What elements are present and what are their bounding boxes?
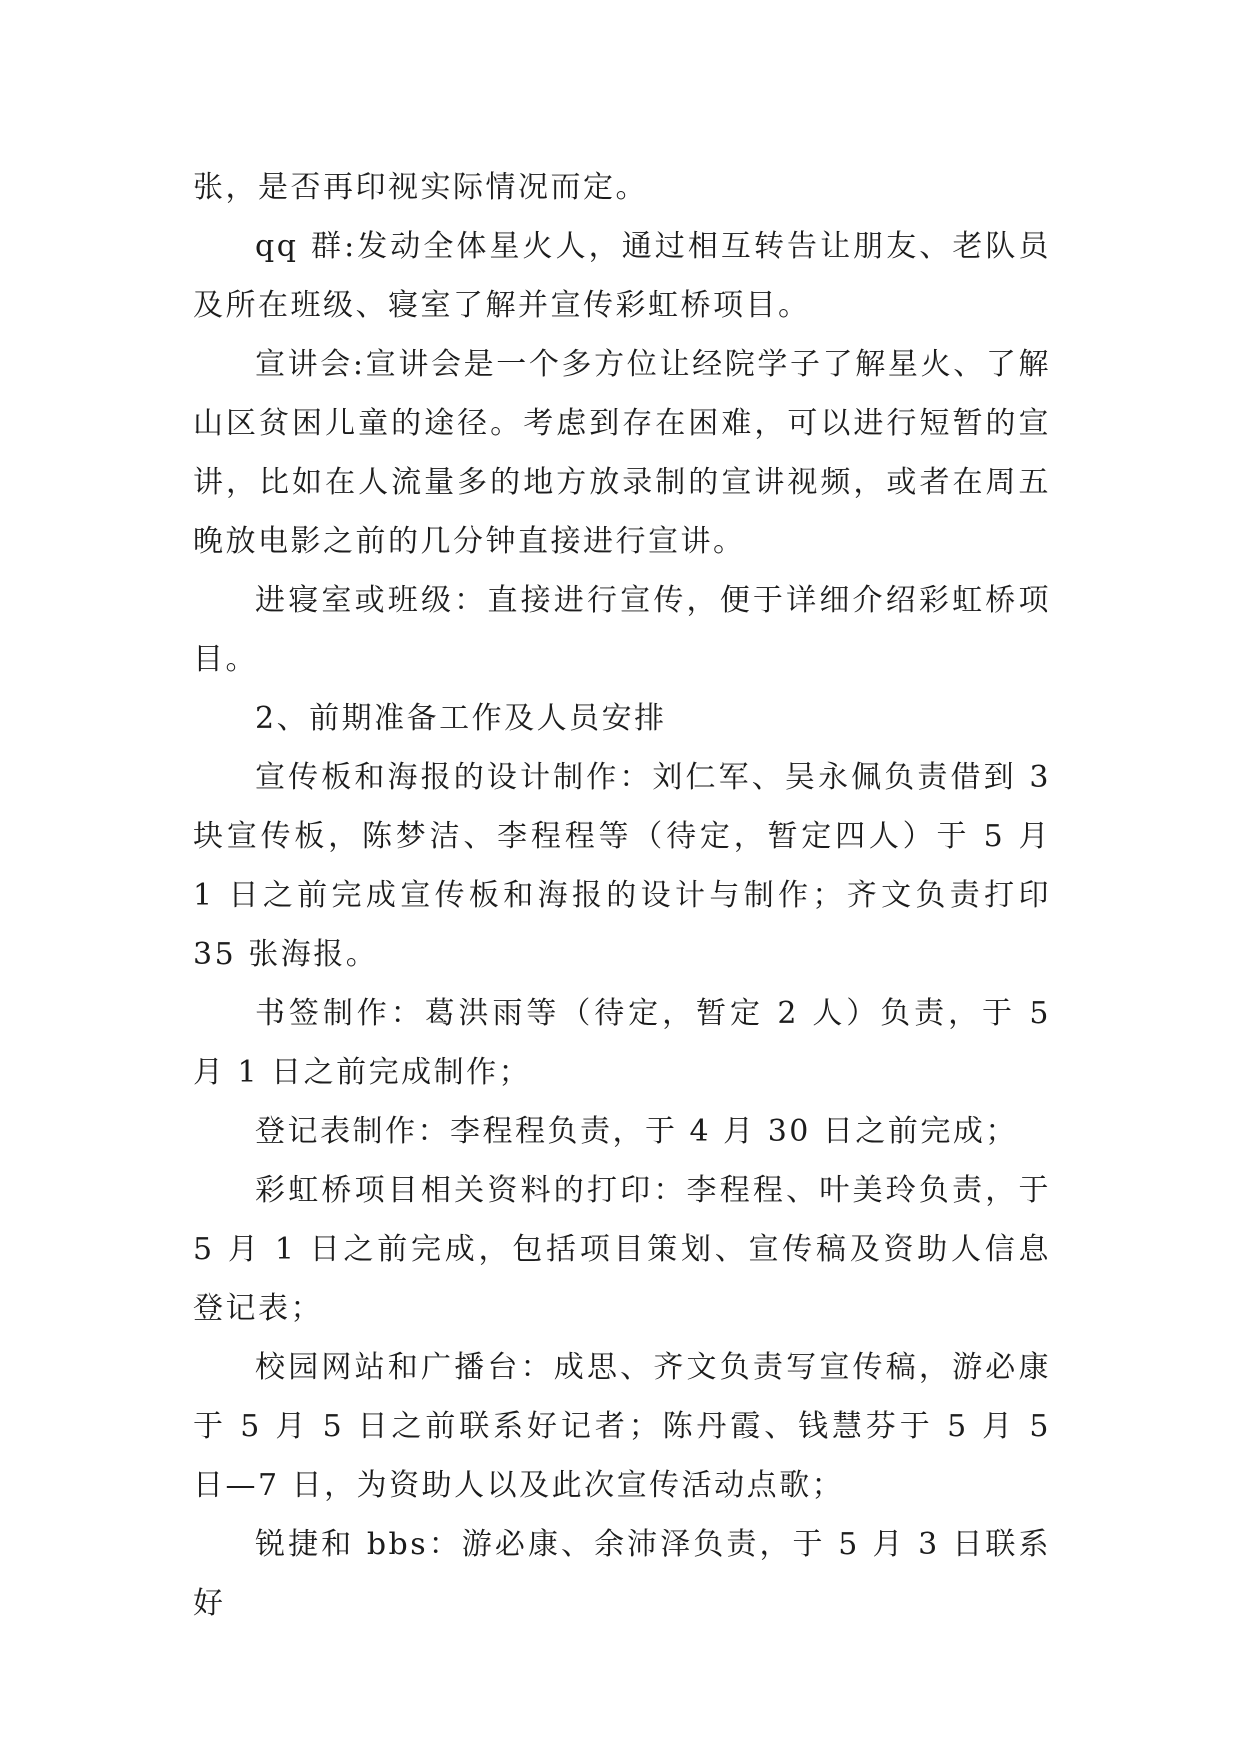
paragraph-6: 宣传板和海报的设计制作：刘仁军、吴永佩负责借到 3 块宣传板，陈梦洁、李程程等（待定，暂定四人）于 5 月 1 日之前完成宣传板和海报的设计与制作；齐文负责打印 35 张海报。: [193, 760, 1051, 972]
paragraph-4: 进寝室或班级：直接进行宣传，便于详细介绍彩虹桥项目。: [193, 583, 1051, 677]
paragraph-9: 彩虹桥项目相关资料的打印：李程程、叶美玲负责，于 5 月 1 日之前完成，包括项目策划、宣传稿及资助人信息登记表；: [193, 1173, 1051, 1326]
paragraph-11: 锐捷和 bbs：游必康、余沛泽负责，于 5 月 3 日联系好: [193, 1527, 1051, 1621]
paragraph-2: qq 群:发动全体星火人，通过相互转告让朋友、老队员及所在班级、寝室了解并宣传彩虹桥项目。: [193, 229, 1051, 323]
section-heading: 2、前期准备工作及人员安排: [255, 701, 667, 736]
document-body: [193, 158, 1051, 1633]
paragraph-10: 校园网站和广播台：成思、齐文负责写宣传稿，游必康于 5 月 5 日之前联系好记者；陈丹霞、钱慧芬于 5 月 5 日—7 日，为资助人以及此次宣传活动点歌；: [193, 1350, 1051, 1503]
paragraph-1: 张，是否再印视实际情况而定。: [193, 170, 648, 205]
paragraph-7: 书签制作：葛洪雨等（待定，暂定 2 人）负责，于 5 月 1 日之前完成制作；: [193, 996, 1051, 1090]
paragraph-3: 宣讲会:宣讲会是一个多方位让经院学子了解星火、了解山区贫困儿童的途径。考虑到存在困难，可以进行短暂的宣讲，比如在人流量多的地方放录制的宣讲视频，或者在周五晚放电影之前的几分钟直接进行宣讲。: [193, 347, 1051, 559]
paragraph-8: 登记表制作：李程程负责，于 4 月 30 日之前完成；: [255, 1114, 1018, 1149]
